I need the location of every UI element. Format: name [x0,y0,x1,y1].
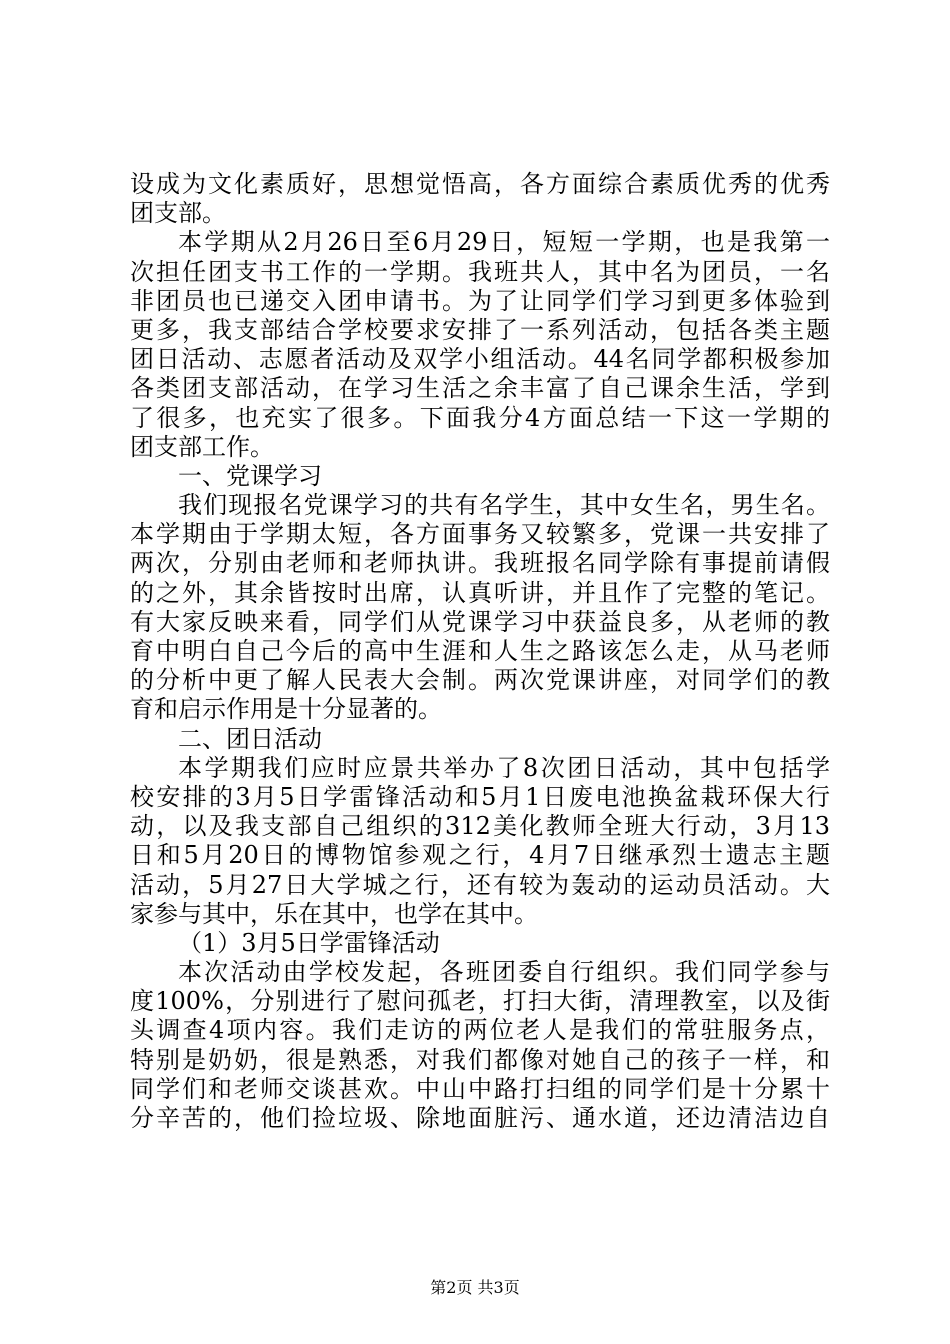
text-line: 家参与其中，乐在其中，也学在其中。 [130,899,538,928]
page-footer: 第2页 共3页 [430,1278,520,1297]
text-line: 动，以及我支部自己组织的312美化教师全班大行动，3月13 [130,812,830,841]
text-line: 同学们和老师交谈甚欢。中山中路打扫组的同学们是十分累十 [130,1074,830,1103]
text-line: 活动，5月27日大学城之行，还有较为轰动的运动员活动。大 [130,870,830,899]
text-line: 本学期我们应时应景共举办了8次团日活动，其中包括学 [178,753,830,782]
text-line: 了很多，也充实了很多。下面我分4方面总结一下这一学期的 [130,403,830,432]
text-line: 本学期从2月26日至6月29日，短短一学期，也是我第一 [178,228,830,257]
text-line: 两次，分别由老师和老师执讲。我班报名同学除有事提前请假 [130,549,830,578]
text-line: 团支部。 [130,199,226,228]
text-line: 更多，我支部结合学校要求安排了一系列活动，包括各类主题 [130,315,830,344]
text-line: 分辛苦的，他们捡垃圾、除地面脏污、通水道，还边清洁边自 [130,1104,830,1132]
section-heading: 一、党课学习 [178,461,322,490]
section-heading: 二、团日活动 [178,724,322,753]
text-line: 非团员也已递交入团申请书。为了让同学们学习到更多体验到 [130,286,830,315]
document-body [130,170,830,1133]
text-line: 度100%，分别进行了慰问孤老，打扫大街，清理教室，以及街 [130,987,830,1016]
text-line: 日和5月20日的博物馆参观之行，4月7日继承烈士遗志主题 [130,841,830,870]
text-line: 设成为文化素质好，思想觉悟高，各方面综合素质优秀的优秀 [130,170,830,198]
text-line: 我们现报名党课学习的共有名学生，其中女生名，男生名。 [178,491,830,520]
text-line: 育中明白自己今后的高中生涯和人生之路该怎么走，从马老师 [130,637,830,665]
text-line: 的之外，其余皆按时出席，认真听讲，并且作了完整的笔记。 [130,578,830,607]
text-line: 校安排的3月5日学雷锋活动和5月1日废电池换盆栽环保大行 [130,782,830,811]
text-line: 育和启示作用是十分显著的。 [130,695,442,724]
text-line: 有大家反映来看，同学们从党课学习中获益良多，从老师的教 [130,607,830,636]
text-line: 团支部工作。 [130,432,274,461]
text-line: 各类团支部活动，在学习生活之余丰富了自己课余生活，学到 [130,374,830,403]
text-line: 的分析中更了解人民表大会制。两次党课讲座，对同学们的教 [130,666,830,695]
text-line: 本次活动由学校发起，各班团委自行组织。我们同学参与 [178,958,830,987]
text-line: 本学期由于学期太短，各方面事务又较繁多，党课一共安排了 [130,520,830,549]
text-line: 特别是奶奶，很是熟悉，对我们都像对她自己的孩子一样，和 [130,1045,830,1074]
text-line: 头调查4项内容。我们走访的两位老人是我们的常驻服务点， [130,1016,830,1045]
text-line: 团日活动、志愿者活动及双学小组活动。44名同学都积极参加 [130,345,830,374]
text-line: 次担任团支书工作的一学期。我班共人，其中名为团员，一名 [130,257,830,286]
section-heading: （1）3月5日学雷锋活动 [178,928,440,957]
